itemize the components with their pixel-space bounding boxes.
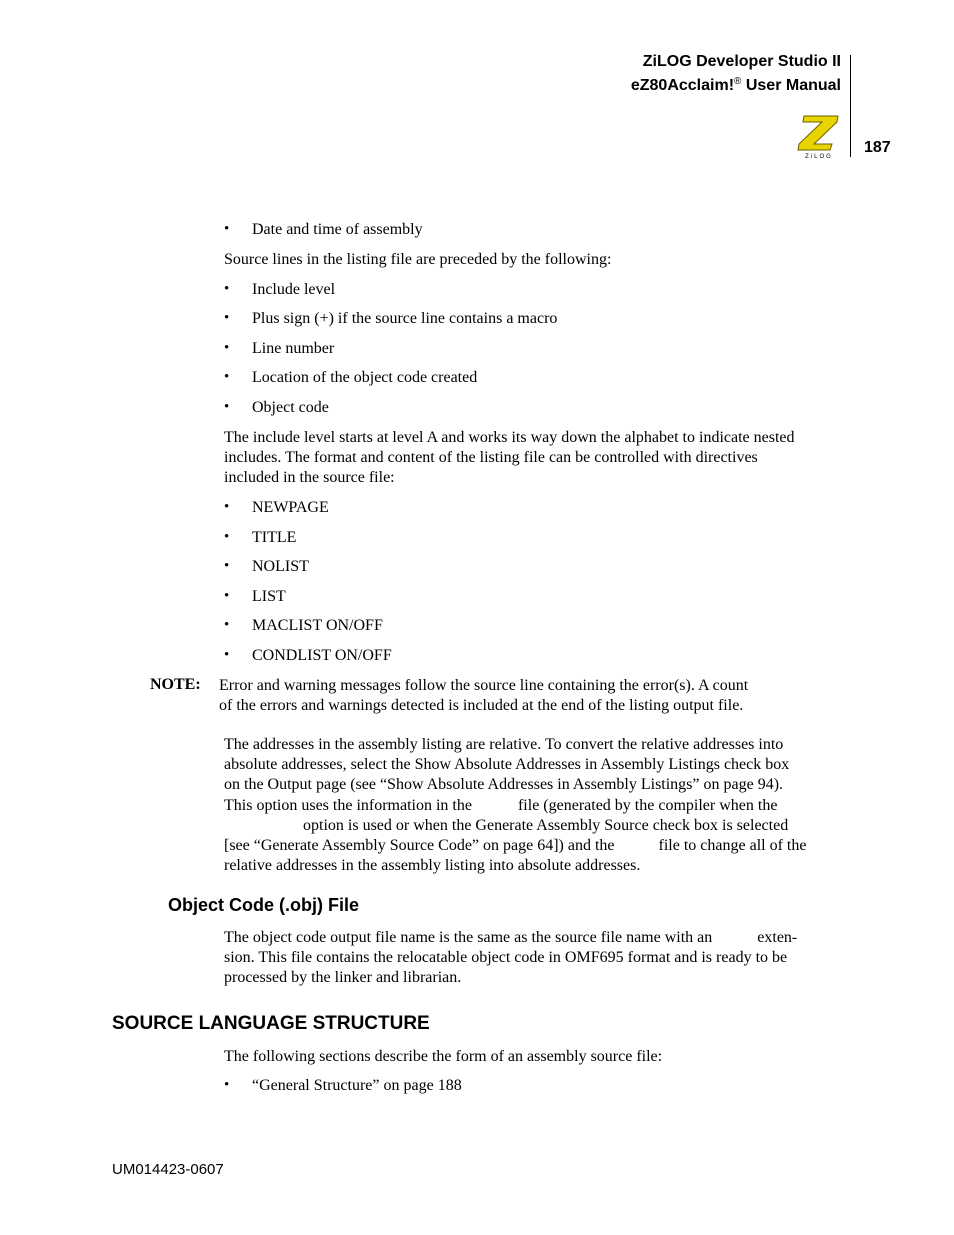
bullet-icon: •: [224, 340, 230, 356]
bullet-icon: •: [224, 281, 230, 297]
paragraph-object-code: The object code output file name is the same as the source file name with an exten- sion. This file contains the relocatable object code in OMF695 format and is ready to be processed by the linker and librarian.: [224, 929, 798, 987]
footer-doc-id: UM014423-0607: [112, 1161, 224, 1178]
bullet-icon: •: [224, 558, 230, 574]
section-heading-source-language: SOURCE LANGUAGE STRUCTURE: [112, 1013, 430, 1034]
bullet-icon: •: [224, 588, 230, 604]
logo-wordmark: ZiLOG: [805, 154, 833, 160]
section-heading-object-code: Object Code (.obj) File: [168, 895, 360, 915]
bullet-icon: •: [224, 310, 230, 326]
bullet-icon: •: [224, 221, 230, 237]
header-title-line1: ZiLOG Developer Studio II: [642, 53, 841, 70]
note-text: Error and warning messages follow the source line containing the error(s). A count of the errors and warnings detected is included at the end of the listing output file.: [219, 677, 749, 715]
bullet-icon: •: [224, 499, 230, 515]
bullet-icon: •: [224, 529, 230, 545]
bullet-icon: •: [224, 1077, 230, 1093]
paragraph-source-language-intro: The following sections describe the form of an assembly source file:: [224, 1048, 663, 1065]
running-header: [631, 52, 841, 96]
registered-mark: ®: [734, 76, 742, 87]
page-number: 187: [864, 139, 891, 156]
bullet-icon: •: [224, 399, 230, 415]
header-product-name: eZ80Acclaim!: [630, 77, 735, 94]
manual-page: ZiLOG Developer Studio II eZ80Acclaim!® User Manual ZiLOG 187 • Date and time of assembly Source lines in the listing file are preceded by the following: • Include level • Plus sign (+) if the source line contains a macro • Line number • Location of the object code created • Object code The include level starts at level A and works its way down the alphabet to indicate nested includes. The format and content of the listing file can be controlled with directives included in the source file: • NEWPAGE • TITLE • NOLIST • LIST • MACLIST ON/OFF • CONDLIST ON/OFF NOTE: Error and warning messages follow the source line containing the error(s). A count of the errors and warnings detected is included at the end of the listing output file. The addresses in the assembly listing are relative. To convert the relative addresses into absolute addresses, select the Show Absolute Addresses in Assembly Listings check box on the Output page (see “Show Absolute Addresses in Assembly Listings” on page 94). This option uses the information in the file (generated by the compiler when the option is used or when the Generate Assembly Source check box is selected [see “Generate Assembly Source Code” on page 64]) and the file to change all of the relative addresses in the assembly listing into absolute addresses. Object Code (.obj) File The object code output file name is the same as the source file name with an exten- sion. This file contains the relocatable object code in OMF695 format and is ready to be processed by the linker and librarian. SOURCE LANGUAGE STRUCTURE The following sections describe the form of an assembly source file: • “General Structure” on page 188 UM014423-0607: [112, 53, 891, 1178]
header-title-line2: [631, 72, 841, 96]
bullet-icon: •: [224, 647, 230, 663]
zilog-logo-icon: [796, 114, 842, 160]
note-label: NOTE:: [150, 676, 201, 693]
header-title-tail: User Manual: [741, 77, 841, 94]
paragraph-include-level: The include level starts at level A and works its way down the alphabet to indicate nested includes. The format and content of the listing file can be controlled with directives included in the source file:: [224, 429, 795, 487]
paragraph-addresses: The addresses in the assembly listing are relative. To convert the relative addresses into absolute addresses, select the Show Absolute Addresses in Assembly Listings check box on the Output page (see “Show Absolute Addresses in Assembly Listings” on page 94). This option uses the information in the file (generated by the compiler when the option is used or when the Generate Assembly Source check box is selected [see “Generate Assembly Source Code” on page 64]) and the file to change all of the relative addresses in the assembly listing into absolute addresses.: [224, 736, 807, 875]
bullet-icon: •: [224, 617, 230, 633]
bullet-icon: •: [224, 369, 230, 385]
header-divider: [850, 55, 851, 157]
paragraph-source-lines: Source lines in the listing file are preceded by the following:: [224, 251, 612, 268]
zilog-logo: [796, 114, 842, 160]
